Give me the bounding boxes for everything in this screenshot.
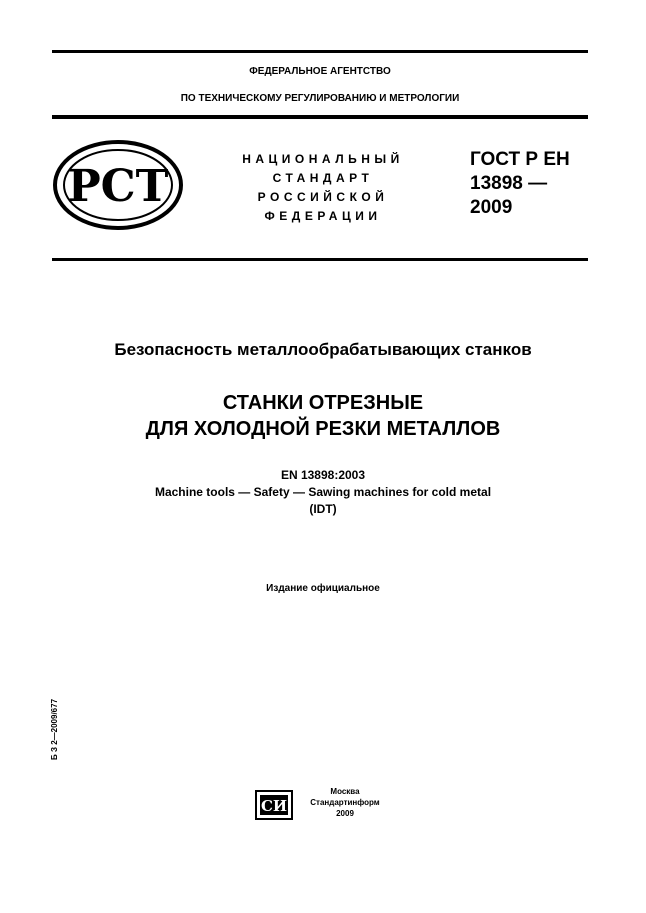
- agency-line-2: ПО ТЕХНИЧЕСКОМУ РЕГУЛИРОВАНИЮ И МЕТРОЛОГИИ: [180, 93, 460, 104]
- publisher-block: [310, 786, 380, 819]
- header-rule: [52, 115, 588, 119]
- document-title: [0, 390, 646, 442]
- edition-label: Издание официальное: [266, 583, 380, 594]
- designation-line-1: ГОСТ Р ЕН: [470, 149, 570, 170]
- original-name: Machine tools — Safety — Sawing machines for cold metal: [154, 485, 492, 499]
- publisher-city: Москва: [330, 787, 360, 796]
- national-standard-line-1: НАЦИОНАЛЬНЫЙ: [242, 152, 404, 166]
- title-line-1: СТАНКИ ОТРЕЗНЫЕ: [222, 392, 424, 414]
- rst-certification-mark-icon: [52, 139, 184, 231]
- publisher-name: Стандартинформ: [310, 798, 380, 807]
- agency-line-1: ФЕДЕРАЛЬНОЕ АГЕНТСТВО: [249, 66, 391, 77]
- designation-line-3: 2009: [470, 197, 513, 218]
- side-code: Б З 2—2009/677: [50, 698, 59, 760]
- title-block-rule: [52, 258, 588, 261]
- designation-line-2: 13898 —: [470, 173, 548, 194]
- series-title: Безопасность металлообрабатывающих станков: [114, 340, 532, 359]
- standartinform-logo-icon: [255, 790, 293, 820]
- title-line-2: ДЛЯ ХОЛОДНОЙ РЕЗКИ МЕТАЛЛОВ: [145, 418, 501, 440]
- national-standard-line-4: ФЕДЕРАЦИИ: [264, 209, 382, 223]
- logo-text: РСТ: [67, 161, 169, 212]
- standard-designation: [470, 148, 610, 220]
- national-standard-line-3: РОССИЙСКОЙ: [257, 190, 389, 204]
- national-standard-line-2: СТАНДАРТ: [272, 171, 374, 185]
- publisher-year: 2009: [336, 809, 354, 818]
- original-idt: (IDT): [309, 502, 337, 516]
- top-rule: [52, 50, 588, 53]
- original-code: EN 13898:2003: [280, 468, 366, 482]
- original-standard-block: [0, 467, 646, 518]
- publisher-logo-text: СИ: [260, 797, 288, 815]
